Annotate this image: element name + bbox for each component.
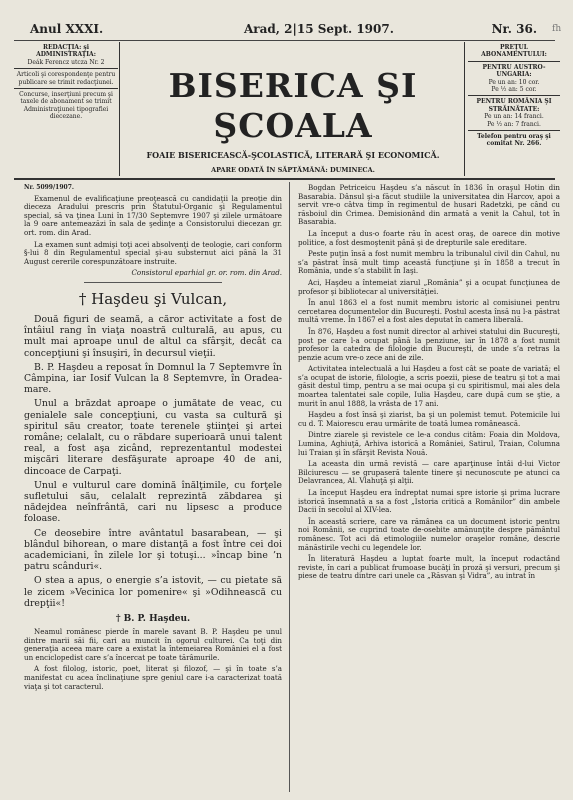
issue-line xyxy=(14,22,551,40)
box-divider xyxy=(14,88,118,89)
office-address: Deák Ferencz utcza Nr. 2 xyxy=(27,58,105,66)
header-divider-right xyxy=(464,42,465,176)
subscription-box xyxy=(468,44,560,148)
newspaper-subtitle: FOAIE BISERICEASCĂ-ŞCOLASTICĂ, LITERARĂ ŞI ECONOMICĂ. xyxy=(146,150,440,160)
publication-frequency: APARE ODATĂ ÎN SĂPTĂMÂNĂ: DUMINECA. xyxy=(211,166,375,174)
left-column xyxy=(24,184,282,694)
price-year-austria: Pe un an: 10 cor. xyxy=(488,78,540,86)
right-column xyxy=(298,184,560,584)
article-paragraph: La început Haşdeu era îndreptat numai spre istorie şi prima lucrare istorică însemnată a sa a fost „Istoria critică a Românilor” din ambele Dacii în secolul al XIV-lea. xyxy=(298,488,560,515)
article-paragraph: În anul 1863 el a fost numit membru istoric al comisiunei pentru cercetarea documentelor din Bucureşti. Postul acesta însă nu l-a păstrat multă vreme. În 1867 el a fost ales deputat în camera liberală. xyxy=(298,298,560,325)
article-paragraph: O stea a apus, o energie s’a istovit, — cu pietate să le zicem »Vecinica lor pomenire« şi »Odihnească cu drepţii«! xyxy=(24,575,282,609)
masthead xyxy=(124,66,462,174)
column-divider xyxy=(289,182,290,792)
region-austria-hungary: PENTRU AUSTRO-UNGARIA: xyxy=(482,63,546,79)
article-paragraph: Dintre ziarele şi revistele ce le-a condus citâm: Foaia din Moldova, Lumina, Aghiuţă, Arhiva istorică a României, Satirul, Traian, Columna lui Traian şi în sfârşit Revista Nouă. xyxy=(298,430,560,457)
article-paragraph: Activitatea intelectuală a lui Haşdeu a fost cât se poate de variată; el s’a ocupat de istorie, filologie, a scris poezii, piese de teatru şi tot a mai găsit destul timp, pentru a se mai ocupa şi cu spiritismul, mai ales dela moartea talentatei sale copile, Iulia Haşdeu, care după cum se ştie, a murit în anul 1888, la vrâsta de 17 ani. xyxy=(298,364,560,408)
article-paragraph: În această scriere, care va rămânea ca un document istoric pentru noi Românii, se cuprind toate de-osebite amănunţite despre pământul românesc. Tot aci dă etimologiile numelor oraşelor române, descrie mănăstirile vechi cu legendele lor. xyxy=(298,516,560,552)
box-divider xyxy=(14,68,118,69)
notice-signature: Consistorul eparhial gr. or. rom. din Arad. xyxy=(131,268,282,278)
newspaper-title: BISERICA ŞI ŞCOALA xyxy=(168,66,418,145)
article-paragraph: B. P. Haşdeu a reposat în Domnul la 7 Septemvre în Câmpina, iar Iosif Vulcan la 8 Septemvre, în Oradea-mare. xyxy=(24,361,282,396)
header-divider-left xyxy=(119,42,120,176)
top-rule xyxy=(14,40,555,41)
article-paragraph: Ce deosebire între avântatul basarabean, — şi blândul bihorean, o mare distanţă a fost între cei doi academiciani, în zilele lor şi totuşi... »încap bine ’n patru scânduri«. xyxy=(24,527,282,573)
article-paragraph: La aceasta din urmă revistă — care aparţinuse întâi d-lui Victor Bilciurescu — se grupaseră talente tinere şi necunoscute pe atunci ca Delavrancea, Al. Vlahuţă şi alţii. xyxy=(298,459,560,486)
notice-reference: Nr. 5099/1907. xyxy=(24,184,74,191)
box-divider xyxy=(468,95,560,96)
box-divider xyxy=(468,130,560,131)
article-paragraph: A fost filolog, istoric, poet, literat şi filozof, — şi în toate s’a manifestat cu acea înclinaţiune spre geniul care i-a caracterizat toată viaţa şi tot caracterul. xyxy=(24,664,282,691)
price-half-austria: Pe ½ an: 5 cor. xyxy=(491,86,537,94)
phone-number: Telefon pentru oraş şi comitat Nr. 266. xyxy=(477,133,551,148)
article-paragraph: În literatură Haşdeu a luptat foarte mult, la început rodactând reviste, în cari a publicat frumoase bucăţi în proză şi versuri, precum şi piese de teatru dintre cari unele ca „Răsvan şi Vidra”, au intrat în xyxy=(298,554,560,581)
price-year-romania: Pe un an: 14 franci. xyxy=(484,113,544,121)
article-paragraph: Peste puţin însă a fost numit membru la tribunalul civil din Cahul, nu s’a păstrat însă mult timp această funcţiune şi în 1858 a trecut în România, unde s’a stabilit în Iaşi. xyxy=(298,249,560,276)
article-paragraph: Haşdeu a fost însă şi ziarist, ba şi un polemist temut. Potemicile lui cu d. T. Maiorescu erau urmărite de toată lumea românească. xyxy=(298,410,560,428)
corner-handwritten-mark: fh xyxy=(552,24,562,34)
article-headline: † Haşdeu şi Vulcan, xyxy=(78,289,228,308)
article-paragraph: Unul e vulturul care domină înălţimile, cu forţele sufletului său, celalalt reprezintă zăbdarea şi nădejdea neînfrântă, cari nu lipsesc a produce foloase. xyxy=(24,479,282,525)
price-half-romania: Pe ½ an: 7 franci. xyxy=(487,120,541,128)
office-notice-articles: Articoli şi corespondenţe pentru publicare se trimit redacţiunei. xyxy=(16,71,116,86)
notice-paragraph: La examen sunt admişi toţi acei absolvenţi de teologie, cari conform §-lui 8 din Regulamentul special şi-au substernut aici până la 31 August cererile corespunzătoare instruite. xyxy=(24,239,282,266)
office-heading: REDACŢIA: şi ADMINISTRAŢIA: xyxy=(36,44,96,59)
office-notice-fees: Concurse, inserţiuni precum şi taxele de abonament se trimit Administraţiunei tipografiei diecezane. xyxy=(19,91,113,121)
box-divider xyxy=(468,61,560,62)
article-paragraph: În 876, Haşdeu a fost numit director al arhivei statului din Bucureşti, post pe care l-a ocupat până la penziune, iar în 1878 a fost numit profesor la catedra de filologie din Bucureşti, de unde s’a retras la penzie acum vre-o zece ani de zile. xyxy=(298,326,560,362)
article-paragraph: Două figuri de seamă, a căror activitate a fost de întâiul rang în viaţa noastră culturală, au apus, cu mult mai aproape unul de altul ca sfârşit, decât ca concepţiuni şi însuşiri, în decursul vieţii. xyxy=(24,313,282,359)
issue-number: Nr. 36. xyxy=(491,22,537,36)
region-romania-abroad: PENTRU ROMÂNIA ŞI STRĂINĂTATE: xyxy=(476,98,552,113)
article-subheading: † B. P. Haşdeu. xyxy=(115,614,191,625)
section-rule xyxy=(84,282,222,283)
editorial-office-box xyxy=(14,44,118,121)
issue-year: Anul XXXI. xyxy=(30,22,104,36)
article-paragraph: La început a dus-o foarte rău în acest oraş, de oarece din motive politice, a fost desmoştenit până şi de drepturile sale ereditare. xyxy=(298,228,560,247)
article-paragraph: Bogdan Petriceicu Haşdeu s’a născut în 1836 în oraşul Hotin din Basarabia. Dânsul şi-a făcut studiile la universitatea din Harcov, apoi a servit vre-o câtva timp în regimentul de husari Radetzki, pe când cu răsboiul din Crimea. Demisionând din armată a venit la Cahul, tot în Basarabia. xyxy=(298,183,560,227)
article-paragraph: Neamul românesc pierde în marele savant B. P. Haşdeu pe unul dintre marii săi fii, cari au muncit în ogorul culturei. Ca toţi din generaţia aceea mare care a existat la întemeiarea României el a fost un enciclopedist care s’a încercat pe toate tărâmurile. xyxy=(24,627,282,662)
subscription-heading: PREŢUL ABONAMENTULUI: xyxy=(481,44,547,59)
masthead-rule xyxy=(14,178,555,180)
issue-date: Arad, 2|15 Sept. 1907. xyxy=(244,22,394,36)
article-paragraph: Unul a brăzdat aproape o jumătate de veac, cu genialele sale concepţiuni, cu vasta sa cultură şi spiritul său creator, toate terenele ştiinţei şi artei române; celalalt, cu o răbdare superioară unui talent real, a fost aşa zicând, reprezentantul modestei mişcări literare desfăşurate aproape 40 de ani, dincoace de Carpaţi. xyxy=(24,398,282,477)
notice-paragraph: Examenul de evaliﬁcaţiune preoţească cu candidaţii la preoţie din dieceza Aradului prescris prin Statutul-Organic şi Regulamentul special, să va ţinea Luni în 17/30 Septemvre 1907 şi zilele următoare la 9 oare antemeazăzi în sala de şedinţe a Consistorului diecezan gr. ort. rom. din Arad. xyxy=(24,193,282,237)
article-paragraph: Aci, Haşdeu a întemeiat ziarul „România” şi a ocupat funcţiunea de profesor şi bibliotecar al universităţiei. xyxy=(298,277,560,296)
